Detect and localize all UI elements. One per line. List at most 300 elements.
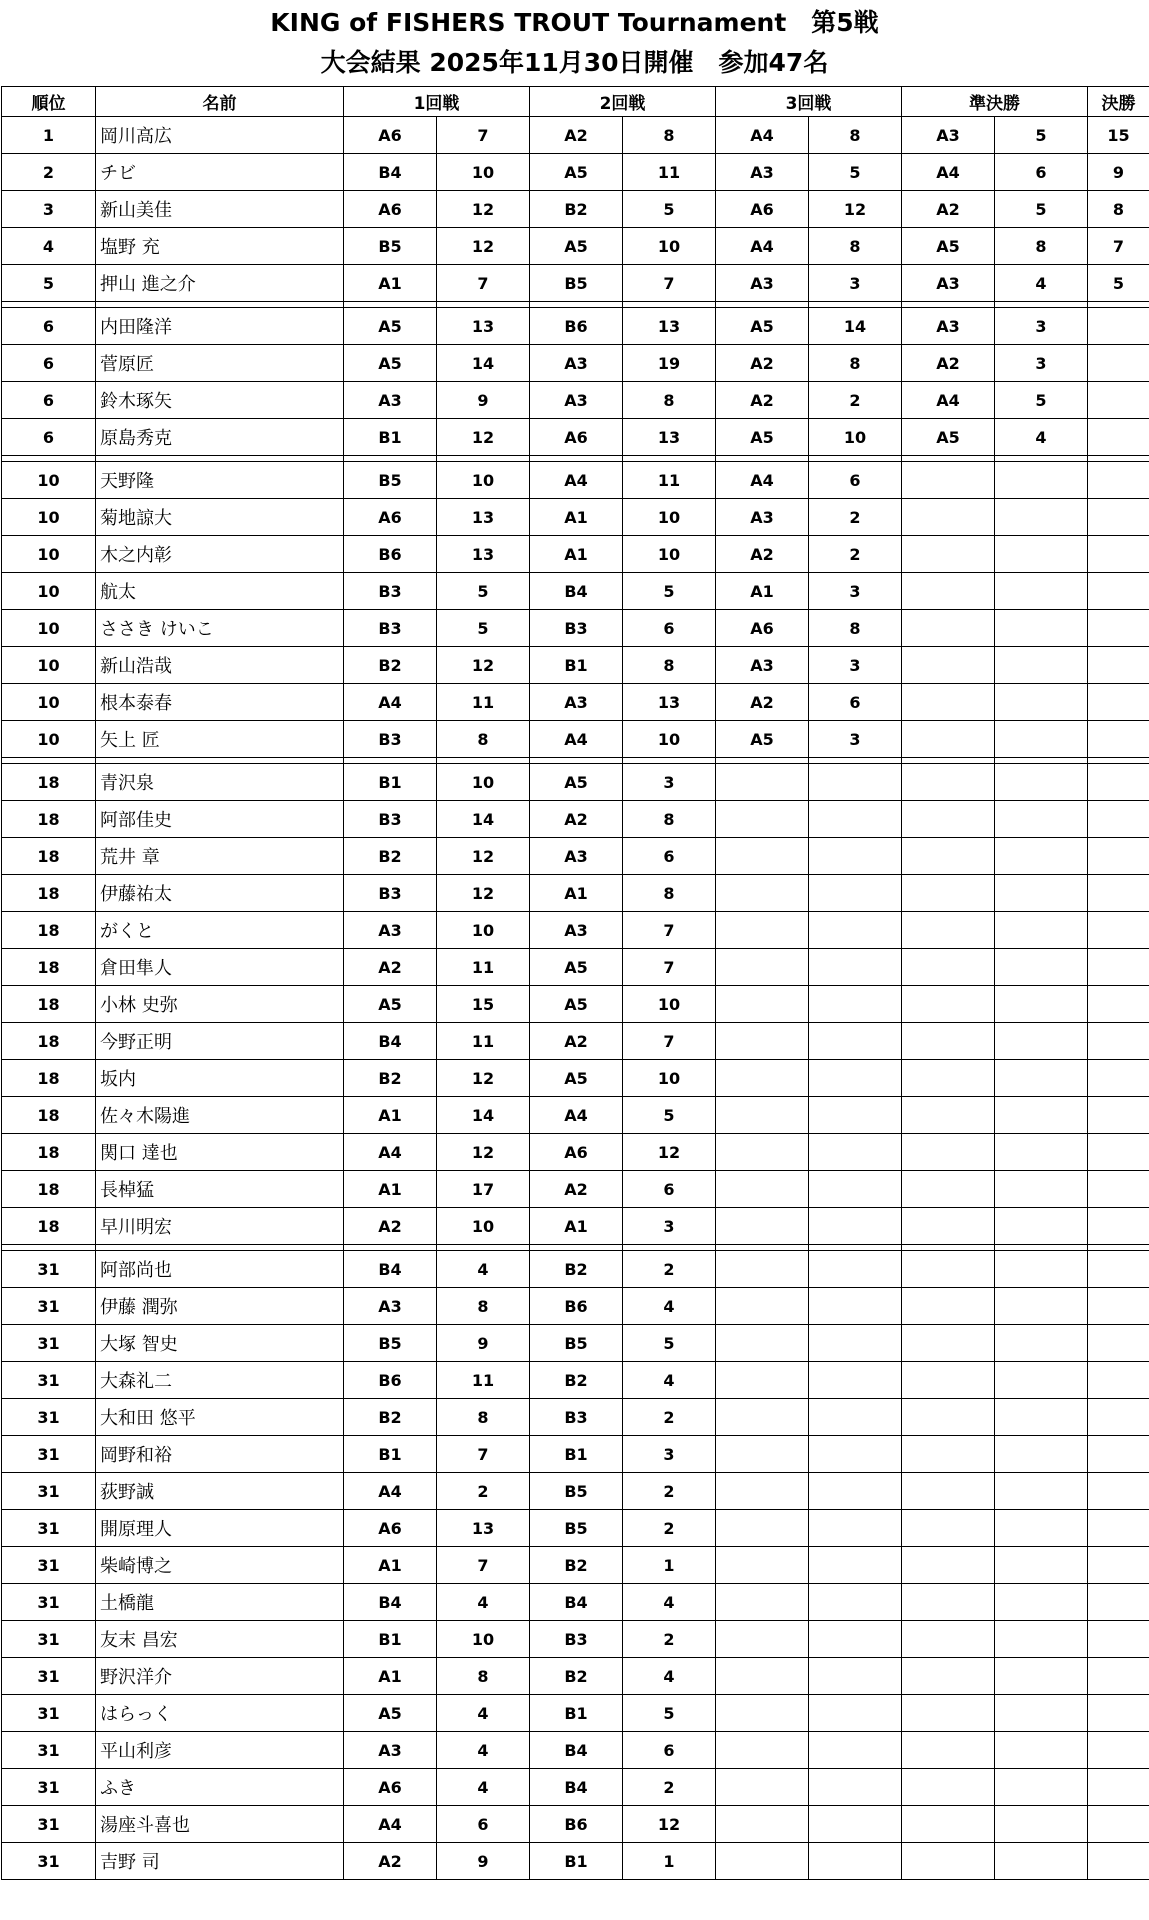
semi-stage-cell [902,1436,995,1473]
r1-stage-cell: B4 [344,1251,437,1288]
r3-score-cell [809,838,902,875]
r3-stage-cell [716,1547,809,1584]
r1-stage-cell: A5 [344,308,437,345]
header-semifinal: 準決勝 [902,87,1088,117]
rank-cell: 6 [2,345,96,382]
final-score-cell [1088,1097,1149,1134]
r2-score-cell: 10 [623,536,716,573]
r1-score-cell: 13 [437,1510,530,1547]
r1-score-cell: 4 [437,1732,530,1769]
name-cell: 矢上 匠 [96,721,344,758]
r3-score-cell [809,1251,902,1288]
r3-score-cell [809,1621,902,1658]
final-score-cell [1088,1325,1149,1362]
r2-score-cell: 12 [623,1134,716,1171]
semi-stage-cell [902,1251,995,1288]
rank-cell: 10 [2,499,96,536]
semi-score-cell [995,1399,1088,1436]
rank-cell: 31 [2,1362,96,1399]
table-row [2,764,1149,801]
r3-stage-cell [716,1695,809,1732]
semi-stage-cell: A5 [902,228,995,265]
name-cell: 青沢泉 [96,764,344,801]
r2-score-cell: 11 [623,154,716,191]
r3-stage-cell [716,1843,809,1880]
rank-cell: 18 [2,949,96,986]
name-cell: 鈴木琢矢 [96,382,344,419]
r3-stage-cell [716,1362,809,1399]
r1-stage-cell: B3 [344,573,437,610]
rank-cell: 18 [2,1134,96,1171]
final-score-cell [1088,647,1149,684]
r1-stage-cell: B2 [344,838,437,875]
name-cell: 阿部佳史 [96,801,344,838]
r3-score-cell: 8 [809,610,902,647]
table-row [2,1060,1149,1097]
final-score-cell [1088,1510,1149,1547]
semi-stage-cell: A2 [902,345,995,382]
semi-stage-cell [902,1208,995,1245]
r1-stage-cell: A3 [344,382,437,419]
r3-stage-cell: A1 [716,573,809,610]
r2-stage-cell: A3 [530,684,623,721]
r3-stage-cell [716,1288,809,1325]
table-row [2,1843,1149,1880]
semi-score-cell [995,949,1088,986]
r1-stage-cell: A1 [344,1171,437,1208]
r2-score-cell: 7 [623,265,716,302]
r2-stage-cell: A1 [530,875,623,912]
r3-score-cell: 10 [809,419,902,456]
r1-score-cell: 10 [437,462,530,499]
r2-score-cell: 2 [623,1473,716,1510]
rank-cell: 3 [2,191,96,228]
rank-cell: 5 [2,265,96,302]
semi-score-cell [995,1658,1088,1695]
r3-stage-cell [716,949,809,986]
r1-stage-cell: A3 [344,912,437,949]
results-table [1,86,1149,1880]
r3-stage-cell [716,1208,809,1245]
name-cell: 早川明宏 [96,1208,344,1245]
r3-score-cell [809,1436,902,1473]
semi-score-cell [995,912,1088,949]
semi-score-cell: 4 [995,419,1088,456]
r3-stage-cell: A4 [716,117,809,154]
name-cell: 航太 [96,573,344,610]
table-row [2,1473,1149,1510]
semi-score-cell: 5 [995,382,1088,419]
name-cell: 荒井 章 [96,838,344,875]
r3-score-cell [809,1658,902,1695]
r2-score-cell: 10 [623,721,716,758]
page-subtitle: 大会結果 2025年11月30日開催 参加47名 [320,48,829,77]
r1-stage-cell: A3 [344,1288,437,1325]
r2-stage-cell: A2 [530,1171,623,1208]
r3-score-cell [809,1208,902,1245]
semi-stage-cell [902,1023,995,1060]
rank-cell: 18 [2,912,96,949]
final-score-cell [1088,1473,1149,1510]
r1-score-cell: 12 [437,647,530,684]
name-cell: 岡川高広 [96,117,344,154]
r2-score-cell: 3 [623,1436,716,1473]
semi-stage-cell [902,536,995,573]
r2-score-cell: 7 [623,1023,716,1060]
rank-cell: 18 [2,764,96,801]
r3-stage-cell [716,1806,809,1843]
r1-score-cell: 9 [437,1325,530,1362]
r2-stage-cell: B4 [530,1769,623,1806]
r3-score-cell [809,801,902,838]
r3-stage-cell [716,1621,809,1658]
final-score-cell [1088,1171,1149,1208]
rank-cell: 31 [2,1806,96,1843]
table-row [2,573,1149,610]
r3-score-cell: 8 [809,345,902,382]
r2-stage-cell: A4 [530,721,623,758]
name-cell: 原島秀克 [96,419,344,456]
r2-score-cell: 4 [623,1288,716,1325]
name-cell: 長棹猛 [96,1171,344,1208]
r2-score-cell: 3 [623,1208,716,1245]
rank-cell: 31 [2,1473,96,1510]
r1-score-cell: 8 [437,1658,530,1695]
rank-cell: 31 [2,1251,96,1288]
r2-stage-cell: B6 [530,1806,623,1843]
table-row [2,801,1149,838]
table-row [2,499,1149,536]
r2-score-cell: 10 [623,499,716,536]
table-row [2,684,1149,721]
r1-stage-cell: B1 [344,1436,437,1473]
r2-score-cell: 4 [623,1584,716,1621]
rank-cell: 18 [2,875,96,912]
name-cell: 吉野 司 [96,1843,344,1880]
r2-score-cell: 4 [623,1658,716,1695]
final-score-cell [1088,1134,1149,1171]
semi-score-cell [995,986,1088,1023]
r3-score-cell: 12 [809,191,902,228]
r1-score-cell: 15 [437,986,530,1023]
semi-score-cell: 5 [995,117,1088,154]
header-name: 名前 [96,87,344,117]
r2-stage-cell: B3 [530,1621,623,1658]
final-score-cell [1088,308,1149,345]
name-cell: がくと [96,912,344,949]
r3-score-cell: 6 [809,684,902,721]
r2-score-cell: 8 [623,647,716,684]
semi-stage-cell [902,721,995,758]
final-score-cell: 7 [1088,228,1149,265]
r1-score-cell: 12 [437,191,530,228]
r3-stage-cell [716,1134,809,1171]
final-score-cell [1088,462,1149,499]
r3-score-cell: 14 [809,308,902,345]
semi-stage-cell [902,1806,995,1843]
r2-score-cell: 1 [623,1843,716,1880]
semi-stage-cell [902,912,995,949]
table-row [2,875,1149,912]
r1-score-cell: 4 [437,1251,530,1288]
r3-stage-cell: A2 [716,684,809,721]
r1-score-cell: 10 [437,154,530,191]
rank-cell: 18 [2,986,96,1023]
r2-stage-cell: A5 [530,1060,623,1097]
semi-stage-cell [902,875,995,912]
semi-score-cell [995,1288,1088,1325]
name-cell: 坂内 [96,1060,344,1097]
r1-stage-cell: A5 [344,986,437,1023]
r1-stage-cell: B6 [344,1362,437,1399]
r1-score-cell: 14 [437,801,530,838]
r3-score-cell: 3 [809,265,902,302]
r1-stage-cell: A6 [344,499,437,536]
name-cell: 新山美佳 [96,191,344,228]
r3-stage-cell: A3 [716,499,809,536]
r3-score-cell [809,1769,902,1806]
r1-score-cell: 7 [437,1547,530,1584]
r2-stage-cell: B5 [530,1325,623,1362]
semi-stage-cell [902,610,995,647]
name-cell: 木之内彰 [96,536,344,573]
table-row [2,1171,1149,1208]
r3-score-cell [809,764,902,801]
r1-stage-cell: B3 [344,721,437,758]
semi-score-cell [995,1134,1088,1171]
r1-score-cell: 11 [437,1023,530,1060]
rank-cell: 31 [2,1843,96,1880]
r3-stage-cell [716,1510,809,1547]
r1-stage-cell: B1 [344,764,437,801]
r3-score-cell [809,1806,902,1843]
r3-stage-cell [716,1171,809,1208]
semi-score-cell [995,838,1088,875]
name-cell: 大塚 智史 [96,1325,344,1362]
semi-score-cell [995,1843,1088,1880]
r3-score-cell: 3 [809,721,902,758]
r1-stage-cell: B6 [344,536,437,573]
r2-score-cell: 12 [623,1806,716,1843]
table-row [2,1208,1149,1245]
semi-stage-cell [902,986,995,1023]
r1-score-cell: 12 [437,1060,530,1097]
semi-stage-cell [902,1288,995,1325]
r1-stage-cell: B4 [344,1023,437,1060]
r1-stage-cell: A1 [344,1097,437,1134]
final-score-cell [1088,1251,1149,1288]
rank-cell: 31 [2,1584,96,1621]
r3-stage-cell [716,1023,809,1060]
r2-score-cell: 8 [623,117,716,154]
name-cell: 大森礼二 [96,1362,344,1399]
semi-stage-cell [902,838,995,875]
rank-cell: 31 [2,1399,96,1436]
semi-score-cell [995,1023,1088,1060]
r2-score-cell: 6 [623,1171,716,1208]
final-score-cell [1088,573,1149,610]
final-score-cell [1088,1362,1149,1399]
name-cell: チビ [96,154,344,191]
final-score-cell [1088,1584,1149,1621]
r1-score-cell: 4 [437,1584,530,1621]
name-cell: ふき [96,1769,344,1806]
name-cell: 野沢洋介 [96,1658,344,1695]
r1-score-cell: 7 [437,1436,530,1473]
r3-score-cell [809,1288,902,1325]
r1-stage-cell: B4 [344,1584,437,1621]
name-cell: 湯座斗喜也 [96,1806,344,1843]
r3-score-cell: 3 [809,573,902,610]
semi-score-cell [995,1732,1088,1769]
r1-score-cell: 13 [437,308,530,345]
r2-score-cell: 8 [623,875,716,912]
semi-score-cell [995,1621,1088,1658]
r2-stage-cell: A6 [530,419,623,456]
r2-stage-cell: A3 [530,912,623,949]
r2-stage-cell: A2 [530,1023,623,1060]
r3-score-cell: 8 [809,228,902,265]
semi-stage-cell [902,1325,995,1362]
r2-score-cell: 2 [623,1621,716,1658]
r1-score-cell: 8 [437,721,530,758]
name-cell: 内田隆洋 [96,308,344,345]
semi-stage-cell: A4 [902,382,995,419]
rank-cell: 4 [2,228,96,265]
semi-score-cell [995,1097,1088,1134]
table-row [2,949,1149,986]
rank-cell: 6 [2,419,96,456]
r2-stage-cell: A3 [530,345,623,382]
semi-score-cell [995,1510,1088,1547]
r2-score-cell: 5 [623,1325,716,1362]
name-cell: 友末 昌宏 [96,1621,344,1658]
table-row [2,1325,1149,1362]
r1-stage-cell: A2 [344,1843,437,1880]
r3-stage-cell [716,1658,809,1695]
r2-score-cell: 7 [623,912,716,949]
final-score-cell: 5 [1088,265,1149,302]
r3-score-cell [809,1134,902,1171]
rank-cell: 18 [2,1171,96,1208]
final-score-cell [1088,764,1149,801]
semi-stage-cell [902,1621,995,1658]
table-row [2,1288,1149,1325]
name-cell: 倉田隼人 [96,949,344,986]
final-score-cell [1088,345,1149,382]
rank-cell: 10 [2,573,96,610]
rank-cell: 31 [2,1658,96,1695]
table-row [2,191,1149,228]
final-score-cell [1088,1621,1149,1658]
table-row [2,1695,1149,1732]
semi-score-cell [995,1695,1088,1732]
semi-score-cell [995,1208,1088,1245]
r1-stage-cell: B1 [344,419,437,456]
r2-stage-cell: B6 [530,1288,623,1325]
r2-score-cell: 13 [623,684,716,721]
name-cell: 開原理人 [96,1510,344,1547]
semi-score-cell [995,801,1088,838]
final-score-cell [1088,1399,1149,1436]
semi-score-cell [995,684,1088,721]
r3-stage-cell [716,1732,809,1769]
r2-stage-cell: A5 [530,764,623,801]
r2-stage-cell: B3 [530,1399,623,1436]
semi-stage-cell: A3 [902,265,995,302]
r3-score-cell: 5 [809,154,902,191]
header-round2: 2回戦 [530,87,716,117]
final-score-cell [1088,610,1149,647]
final-score-cell [1088,1023,1149,1060]
r3-score-cell [809,912,902,949]
r3-score-cell [809,1097,902,1134]
table-row [2,1362,1149,1399]
r2-score-cell: 13 [623,419,716,456]
r2-score-cell: 1 [623,1547,716,1584]
r1-stage-cell: B2 [344,1060,437,1097]
r2-stage-cell: B5 [530,265,623,302]
final-score-cell [1088,499,1149,536]
semi-stage-cell [902,1510,995,1547]
r1-stage-cell: A4 [344,1473,437,1510]
r3-score-cell [809,1325,902,1362]
rank-cell: 2 [2,154,96,191]
semi-stage-cell [902,1769,995,1806]
r1-stage-cell: B5 [344,462,437,499]
header-row [2,87,1149,117]
r1-stage-cell: A2 [344,1208,437,1245]
table-row [2,1399,1149,1436]
r2-score-cell: 2 [623,1510,716,1547]
r3-stage-cell [716,986,809,1023]
final-score-cell [1088,1208,1149,1245]
r2-stage-cell: A2 [530,801,623,838]
r1-stage-cell: A5 [344,345,437,382]
semi-score-cell [995,1547,1088,1584]
table-row [2,1251,1149,1288]
r3-score-cell [809,1695,902,1732]
semi-stage-cell [902,801,995,838]
r2-score-cell: 7 [623,949,716,986]
r3-stage-cell: A6 [716,191,809,228]
name-cell: 小林 史弥 [96,986,344,1023]
final-score-cell [1088,1288,1149,1325]
rank-cell: 31 [2,1288,96,1325]
semi-score-cell [995,1473,1088,1510]
final-score-cell [1088,1843,1149,1880]
semi-score-cell [995,1436,1088,1473]
r1-stage-cell: A4 [344,684,437,721]
semi-score-cell [995,647,1088,684]
r3-score-cell [809,1547,902,1584]
table-row [2,1806,1149,1843]
r1-stage-cell: B3 [344,875,437,912]
name-cell: 菊地諒大 [96,499,344,536]
semi-stage-cell [902,1584,995,1621]
table-row [2,536,1149,573]
r1-score-cell: 9 [437,382,530,419]
semi-score-cell [995,1060,1088,1097]
name-cell: 天野隆 [96,462,344,499]
name-cell: 岡野和裕 [96,1436,344,1473]
semi-stage-cell [902,1473,995,1510]
final-score-cell: 9 [1088,154,1149,191]
r3-stage-cell [716,764,809,801]
r1-score-cell: 11 [437,684,530,721]
r1-stage-cell: A1 [344,1658,437,1695]
semi-stage-cell [902,1547,995,1584]
